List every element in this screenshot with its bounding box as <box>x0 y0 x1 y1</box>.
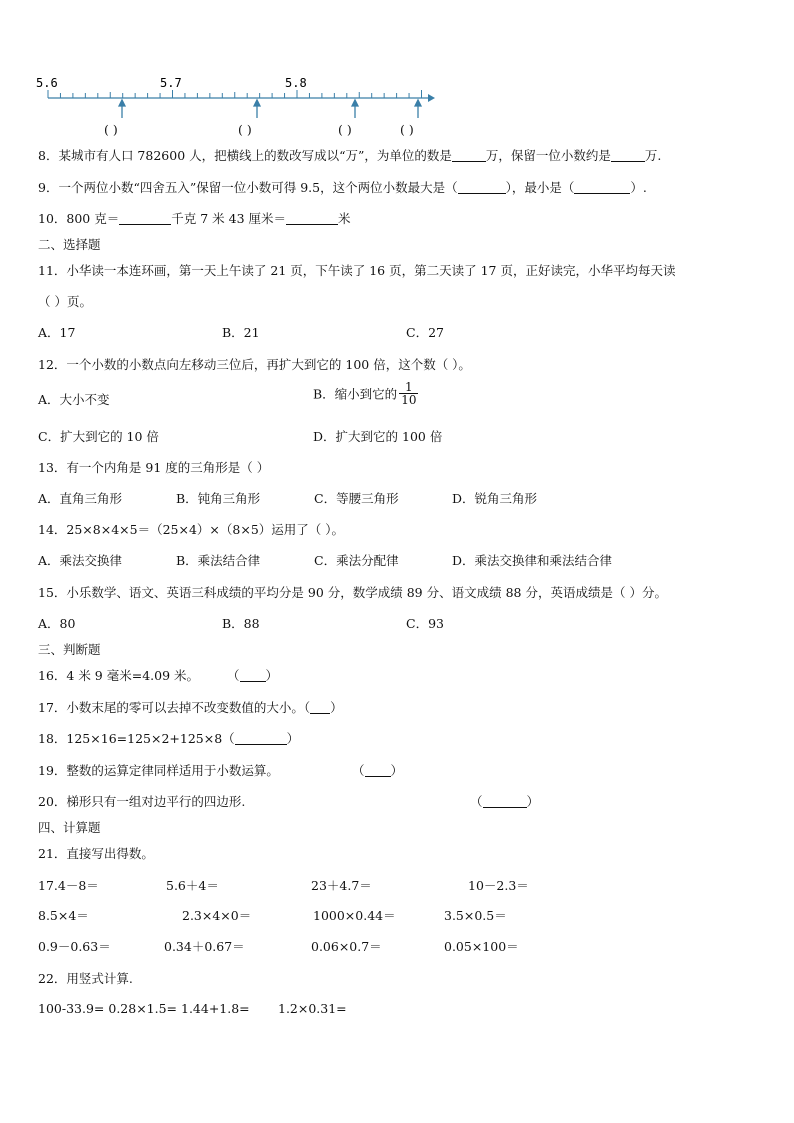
number-line-label: 5.7 <box>160 76 182 90</box>
question-18-text: 18．125×16=125×2+125×8（ <box>38 731 235 746</box>
question-16 <box>38 666 278 684</box>
option-b[interactable]: B．21 <box>222 325 260 340</box>
option-b-text: B．缩小到它的 <box>313 386 398 402</box>
option-b[interactable]: B．88 <box>222 616 260 631</box>
question-20-text: 20．梯形只有一组对边平行的四边形. <box>38 794 246 809</box>
answer-blank[interactable] <box>452 149 486 162</box>
question-17 <box>38 698 343 716</box>
question-19-text: 19．整数的运算定律同样适用于小数运算。 <box>38 763 279 778</box>
calc-item: 0.34＋0.67＝ <box>164 939 245 954</box>
question-11-line2: （ ）页。 <box>38 294 92 309</box>
answer-blank[interactable] <box>611 149 645 162</box>
calc-item: 0.06×0.7＝ <box>311 939 382 954</box>
answer-blank[interactable] <box>240 669 266 682</box>
bracket-close: ） <box>286 731 300 746</box>
number-line-label: 5.6 <box>36 76 58 90</box>
pointer-arrow-head <box>352 100 358 106</box>
question-16-text: 16．4 米 9 毫米=4.09 米。 <box>38 668 200 683</box>
calc-item: 23＋4.7＝ <box>311 878 372 893</box>
option-c[interactable]: C．等腰三角形 <box>314 491 399 506</box>
calc-item: 5.6＋4＝ <box>166 878 219 893</box>
option-a[interactable]: A．80 <box>38 616 76 631</box>
question-8-text: 8．某城市有人口 782600 人，把横线上的数改写成以“万”，为单位的数是 <box>38 148 452 163</box>
option-a[interactable]: A．直角三角形 <box>38 491 123 506</box>
number-line-arrowhead <box>428 94 435 102</box>
calc-item: 8.5×4＝ <box>38 908 89 923</box>
answer-blank[interactable] <box>235 732 287 745</box>
bracket-close: ） <box>265 668 279 683</box>
option-a[interactable]: A．17 <box>38 325 76 340</box>
calc-item: 17.4－8＝ <box>38 878 99 893</box>
answer-blank[interactable] <box>458 181 506 194</box>
option-d[interactable]: D．锐角三角形 <box>452 491 538 506</box>
answer-blank[interactable] <box>286 212 338 225</box>
vertical-calc-item: 1.2×0.31= <box>278 1001 347 1016</box>
bracket-close: ） <box>390 763 404 778</box>
calc-item: 0.9－0.63＝ <box>38 939 111 954</box>
question-22-title: 22．用竖式计算. <box>38 971 133 986</box>
option-c[interactable]: C．扩大到它的 10 倍 <box>38 429 159 444</box>
section-heading-choice: 二、选择题 <box>38 237 101 252</box>
question-8-end: 万. <box>644 148 662 163</box>
fraction-numerator: 1 <box>399 381 418 394</box>
number-line-ticks <box>48 90 422 98</box>
answer-bracket[interactable]: ( ) <box>104 122 118 137</box>
bracket-open: （ <box>470 794 483 809</box>
answer-blank[interactable] <box>365 764 391 777</box>
calc-item: 1000×0.44＝ <box>313 908 396 923</box>
pointer-arrow-head <box>254 100 260 106</box>
answer-bracket[interactable]: ( ) <box>238 122 252 137</box>
question-19-answer <box>352 761 403 779</box>
question-9-text: 9．一个两位小数“四舍五入”保留一位小数可得 9.5，这个两位小数最大是（ <box>38 180 458 195</box>
question-9-mid: ），最小是（ <box>505 180 575 195</box>
calc-item: 3.5×0.5＝ <box>444 908 507 923</box>
question-9-end: ）. <box>630 180 647 195</box>
vertical-calc-items: 100-33.9= 0.28×1.5= 1.44+1.8= <box>38 1001 250 1016</box>
option-c[interactable]: C．乘法分配律 <box>314 553 399 568</box>
option-b[interactable] <box>313 381 418 406</box>
option-c[interactable]: C．27 <box>406 325 444 340</box>
question-9 <box>38 178 647 196</box>
option-d[interactable]: D．乘法交换律和乘法结合律 <box>452 553 613 568</box>
question-17-text: 17．小数末尾的零可以去掉不改变数值的大小。（ <box>38 700 311 715</box>
question-11-line1: 11．小华读一本连环画，第一天上午读了 21 页，下午读了 16 页，第二天读了 17 页，正好读完，小华平均每天读 <box>38 263 676 278</box>
question-15: 15．小乐数学、语文、英语三科成绩的平均分是 90 分，数学成绩 89 分、语文成绩 88 分，英语成绩是（ ）分。 <box>38 585 667 600</box>
question-14: 14．25×8×4×5＝（25×4）×（8×5）运用了（ ）。 <box>38 522 345 537</box>
calc-item: 2.3×4×0＝ <box>182 908 252 923</box>
bracket-close: ） <box>526 794 540 809</box>
bracket-close: ） <box>330 700 343 715</box>
question-18 <box>38 729 299 747</box>
calc-item: 10－2.3＝ <box>468 878 529 893</box>
option-a[interactable]: A．乘法交换律 <box>38 553 123 568</box>
bracket-open: （ <box>226 668 240 683</box>
answer-blank[interactable] <box>483 795 527 808</box>
calc-item: 0.05×100＝ <box>444 939 519 954</box>
question-20 <box>38 792 245 810</box>
answer-blank[interactable] <box>119 212 171 225</box>
option-c[interactable]: C．93 <box>406 616 444 631</box>
pointer-arrow-head <box>415 100 421 106</box>
fraction <box>399 381 418 406</box>
fraction-denominator: 10 <box>401 393 417 407</box>
question-10 <box>38 209 351 227</box>
question-20-answer <box>470 792 539 810</box>
option-a[interactable]: A．大小不变 <box>38 392 110 407</box>
pointer-arrow-head <box>119 100 125 106</box>
question-10-c: 米 <box>338 211 351 226</box>
question-8-mid: 万，保留一位小数约是 <box>485 148 611 163</box>
question-10-a: 10．800 克＝ <box>38 211 120 226</box>
option-b[interactable]: B．乘法结合律 <box>176 553 261 568</box>
answer-blank[interactable] <box>310 701 330 714</box>
option-d[interactable]: D．扩大到它的 100 倍 <box>313 429 443 444</box>
answer-bracket[interactable]: ( ) <box>338 122 352 137</box>
question-8 <box>38 146 661 164</box>
bracket-open: （ <box>352 763 365 778</box>
question-19 <box>38 761 279 779</box>
answer-bracket[interactable]: ( ) <box>400 122 414 137</box>
section-heading-calc: 四、计算题 <box>38 820 101 835</box>
question-21-title: 21．直接写出得数。 <box>38 846 154 861</box>
question-13: 13．有一个内角是 91 度的三角形是（ ） <box>38 460 270 475</box>
question-10-b: 千克 7 米 43 厘米＝ <box>171 211 287 226</box>
option-b[interactable]: B．钝角三角形 <box>176 491 261 506</box>
answer-blank[interactable] <box>574 181 630 194</box>
question-12: 12．一个小数的小数点向左移动三位后，再扩大到它的 100 倍，这个数（ ）。 <box>38 357 471 372</box>
section-heading-judge: 三、判断题 <box>38 642 101 657</box>
number-line-label: 5.8 <box>285 76 307 90</box>
